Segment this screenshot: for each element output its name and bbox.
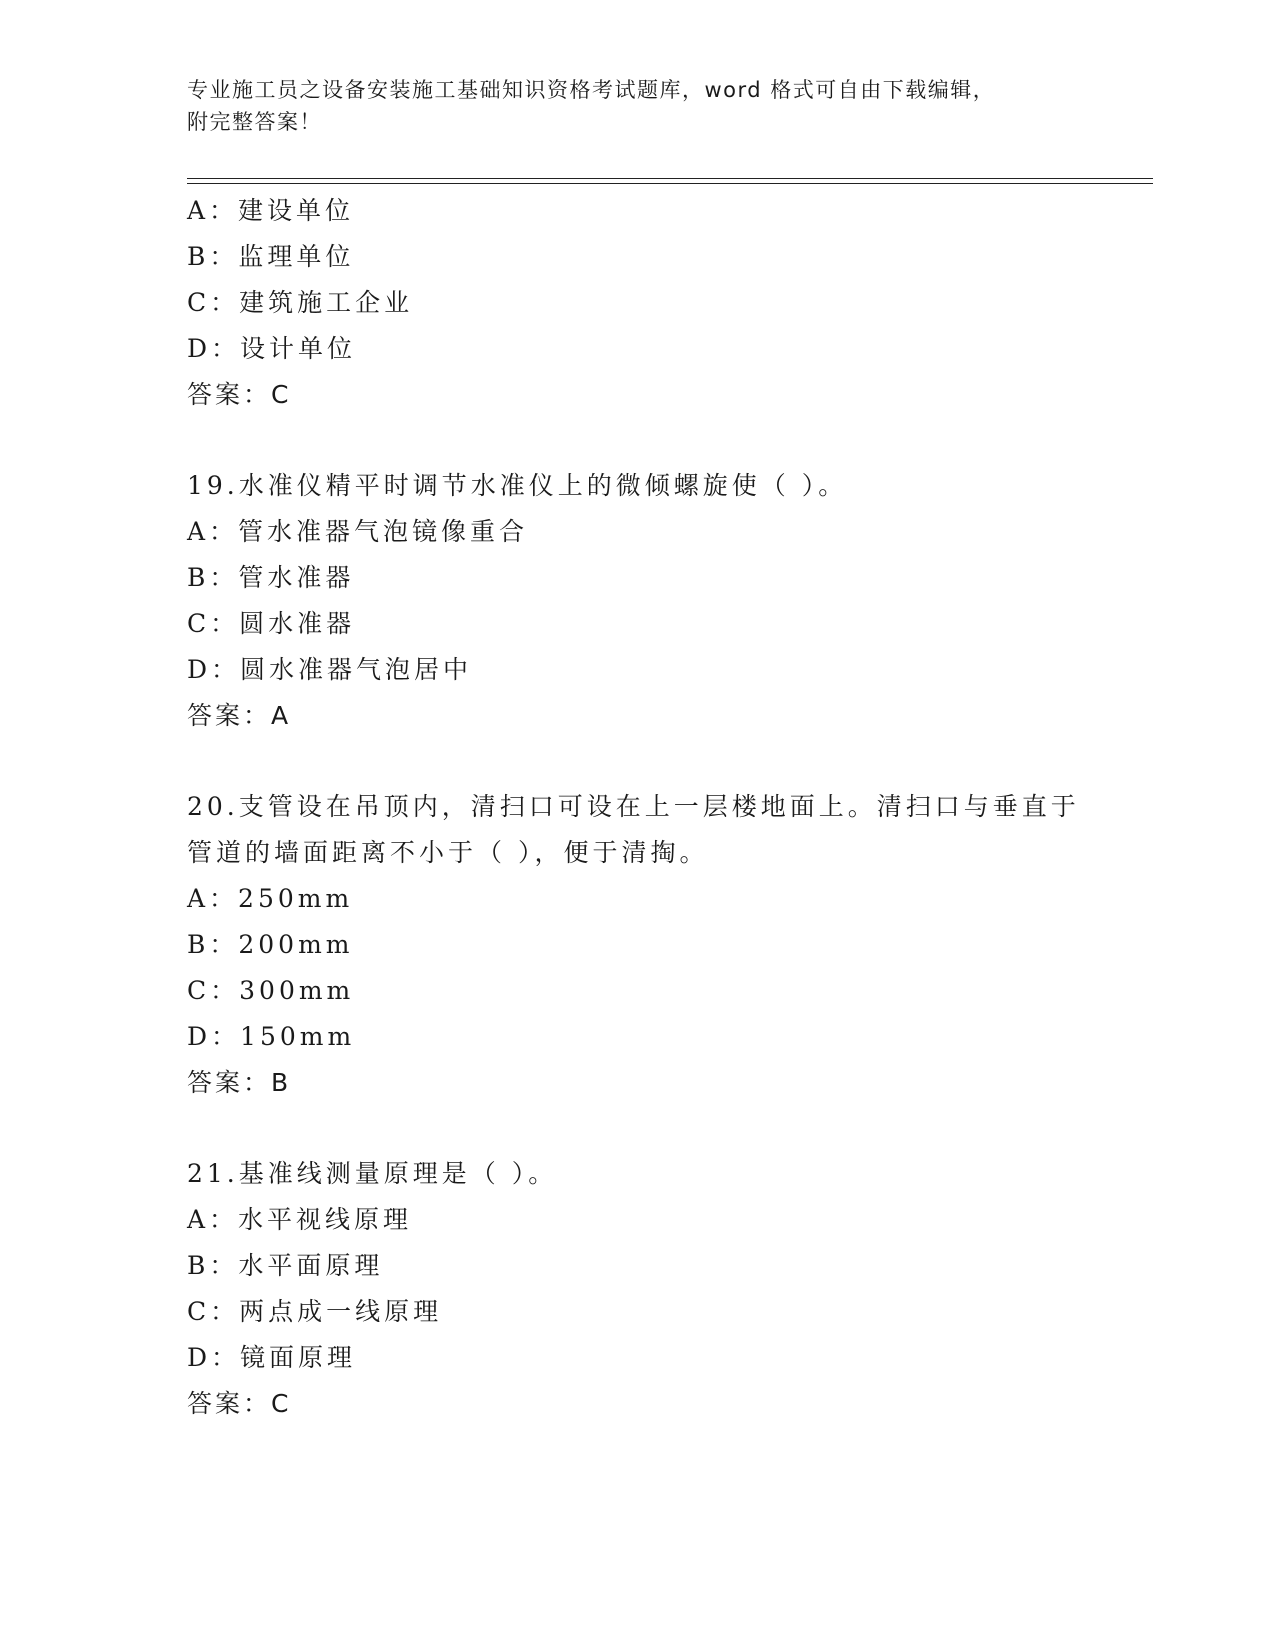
question-stem-line-2: 管道的墙面距离不小于（ ），便于清掏。 [187, 838, 709, 867]
option-c: C：圆水准器 [187, 609, 356, 638]
option-a: A：建设单位 [187, 196, 355, 225]
option-b: B：监理单位 [187, 242, 355, 271]
document-header [187, 74, 1067, 138]
question-18 [187, 188, 1087, 418]
header-divider-top [187, 178, 1153, 179]
question-20 [187, 784, 1087, 1106]
question-stem: 19.水准仪精平时调节水准仪上的微倾螺旋使（ ）。 [187, 471, 848, 500]
question-21 [187, 1151, 1087, 1427]
answer: 答案：C [187, 1389, 292, 1418]
option-c: C：两点成一线原理 [187, 1297, 443, 1326]
option-a: A：管水准器气泡镜像重合 [187, 517, 529, 546]
answer: 答案：A [187, 701, 292, 730]
question-stem-line-1: 20.支管设在吊顶内，清扫口可设在上一层楼地面上。清扫口与垂直于 [187, 792, 1080, 821]
question-19 [187, 463, 1087, 739]
header-line-1: 专业施工员之设备安装施工基础知识资格考试题库，word 格式可自由下载编辑， [187, 78, 996, 102]
option-d: D：圆水准器气泡居中 [187, 655, 473, 684]
answer: 答案：B [187, 1068, 292, 1097]
header-divider-bottom [187, 183, 1153, 184]
option-b: B：200mm [187, 930, 354, 959]
option-b: B：管水准器 [187, 563, 355, 592]
header-line-2: 附完整答案！ [187, 110, 322, 134]
option-d: D：设计单位 [187, 334, 357, 363]
question-list [187, 188, 1087, 1427]
option-c: C：建筑施工企业 [187, 288, 414, 317]
option-a: A：水平视线原理 [187, 1205, 413, 1234]
option-c: C：300mm [187, 976, 355, 1005]
answer: 答案：C [187, 380, 292, 409]
option-a: A：250mm [187, 884, 354, 913]
option-b: B：水平面原理 [187, 1251, 384, 1280]
option-d: D：150mm [187, 1022, 356, 1051]
option-d: D：镜面原理 [187, 1343, 357, 1372]
question-stem: 21.基准线测量原理是（ ）。 [187, 1159, 558, 1188]
